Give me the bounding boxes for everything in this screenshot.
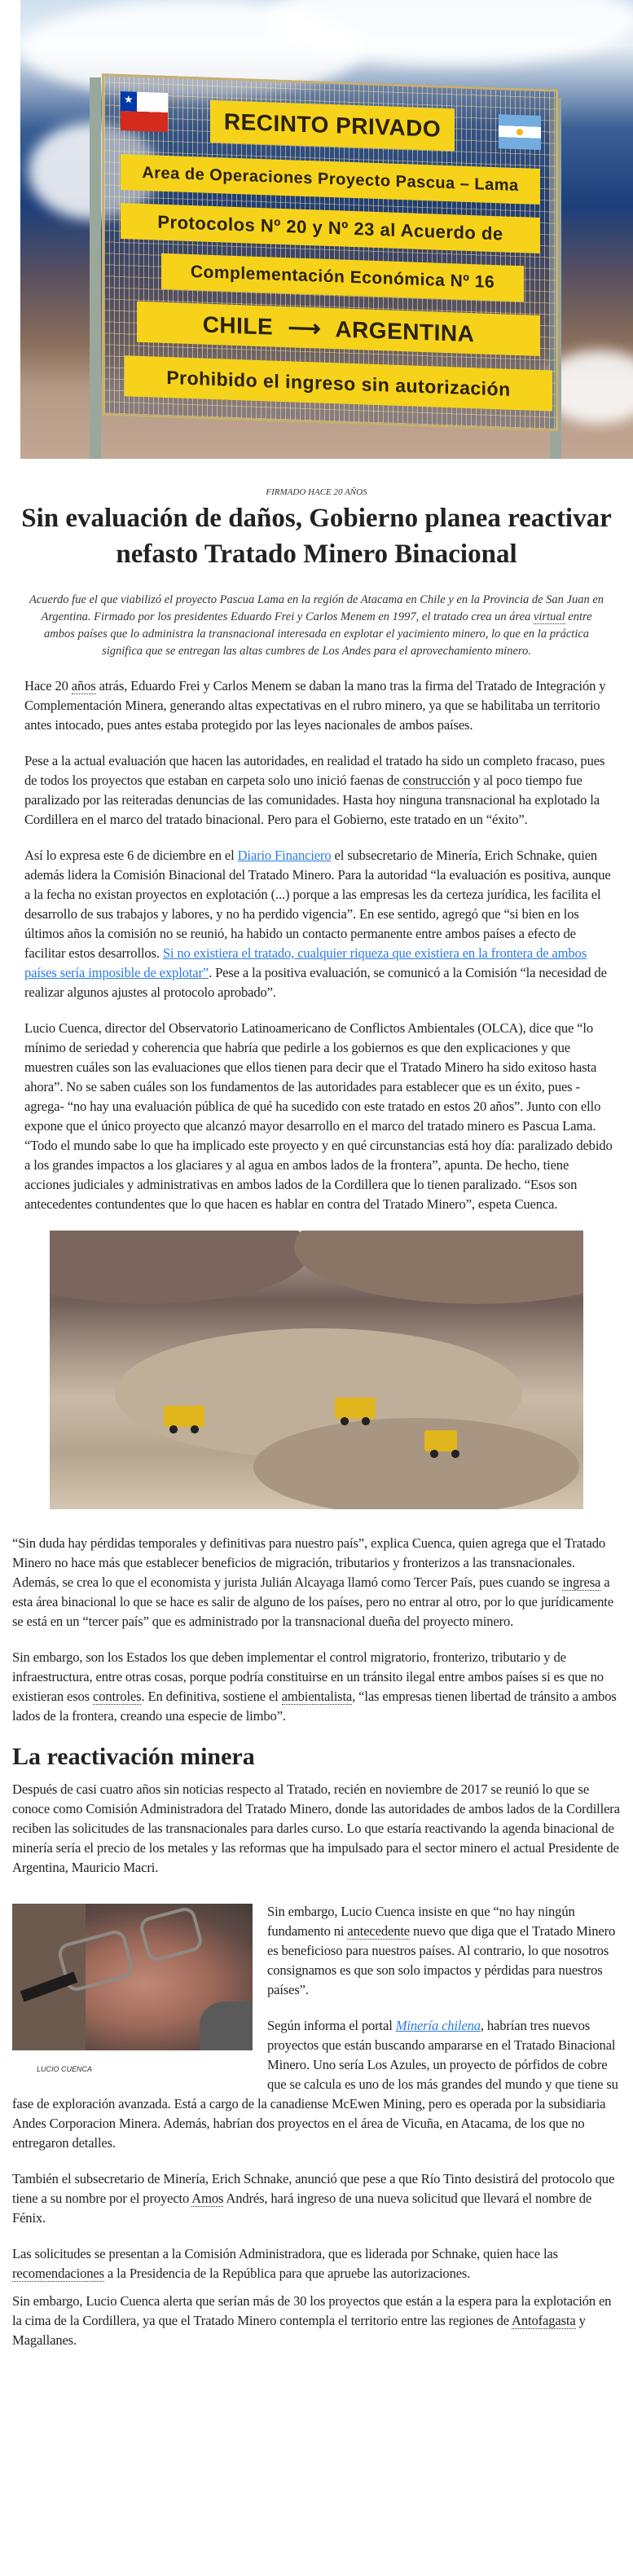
text-segment: Andrés, hará ingreso de una nueva solicitud que llevará el nombre de Fénix. (12, 2191, 592, 2226)
text-segment: entre ambos países que lo administra la transnacional interesada en explotar el yacimiento minero, lo que en la práctica significa que se entregan las altas cumbres de Los Andes para el aprovechamiento minero. (43, 610, 592, 658)
text-segment: Sin embargo, Lucio Cuenca alerta que serían más de 30 los proyectos que están a la espera para la explotación en la cima de la Cordillera, ya que el Tratado Minero contempla el territorio entre las regiones de (12, 2293, 612, 2328)
text-segment: Lucio Cuenca, director del Observatorio Latinoamericano de Conflictos Ambientales (OLCA), dice que “lo mínimo de seriedad y coherencia que habría que pedirle a los gobiernos es que den explicaciones y que muestren cuáles son las evaluaciones que ellos tienen para decir que el Tratado Minero ha sido exitoso hasta ahora”. No se saben cuáles son los fundamentos de las autoridades para establecer que es un éxito, pues -agrega- “no hay una evaluación pública de qué ha sucedido con este tratado en estos 20 años”. Junto con ello expone que el único proyecto que alcanzó mayor desarrollo en el marco del tratado minero es Pascua Lama. “Todo el mundo sabe lo que ha implicado este proyecto y en qué circunstancias está hoy día: paralizado debido a los grandes impactos a los glaciares y al agua en ambos lados de la frontera”, apunta. De hecho, tiene acciones judiciales y administrativas en ambos lados de la Cordillera que lo tienen paralizado. “Esos son antecedentes contundentes que lo que hacen es hablar en contra del Tratado Minero”, espeta Cuenca. (24, 1020, 613, 1212)
sign-line: Area de Operaciones Proyecto Pascua – Lama (121, 154, 540, 205)
text-segment: Según informa el portal (267, 2018, 396, 2033)
text-segment: y Magallanes. (12, 2313, 586, 2348)
text-segment: Pese a la actual evaluación que hacen las autoridades, en realidad el tratado ha sido un completo fracaso, pues de todos los proyectos que estaban en carpeta solo uno inició faenas de (24, 753, 605, 788)
text-segment: , habrían tres nuevos proyectos que están buscando ampararse en el Tratado Binacional Minero. Uno sería Los Azules, un proyecto de pórfidos de cobre que se calcula es uno de los más grandes del mundo y que tiene su fase de exploración avanzada. Está a cargo de la canadiense McEwen Mining, pero es operada por la subsidiaria Andes Corporacion Minera. Además, habrían dos proyectos en el área de Vicuña, en Atacama, de los que no entregaron detalles. (12, 2018, 618, 2151)
portrait-figure (12, 1904, 267, 2073)
text-segment: a la Presidencia de la República para que apruebe las autorizaciones. (103, 2266, 471, 2281)
inline-link[interactable]: Diario Financiero (237, 848, 332, 863)
glossary-term[interactable]: ambientalista (281, 1689, 353, 1704)
text-segment: a esta área binacional lo que se hace es salir de alguno de los países, pero no entrar al otro, por lo que jurídicamente se está en un “tercer país” que es administrado por la transnacional dueña del proyecto minero. (12, 1574, 613, 1629)
article-lead (24, 592, 609, 660)
text-segment: nuevo que diga que el Tratado Minero es beneficioso para nuestros países. Al contrario, lo que nosotros consignamos es que son solo impactos y pérdidas para nuestros países”. (267, 1923, 616, 1997)
sign-line: Protocolos Nº 20 y Nº 23 al Acuerdo de (121, 203, 540, 253)
sign-line: Prohibido el ingreso sin autorización (125, 355, 552, 411)
text-segment: Sin embargo, son los Estados los que deben implementar el control migratorio, fronterizo, tributario y de infraestructura, entre otras cosas, porque podría constituirse en un tránsito ilegal entre ambos países si es que no existieran esos (12, 1649, 604, 1704)
paragraph (12, 1648, 623, 1726)
argentina-flag-icon (499, 114, 541, 150)
paragraph (24, 676, 617, 735)
text-segment: Después de casi cuatro años sin noticias respecto al Tratado, recién en noviembre de 2017 se reunió lo que se conoce como Comisión Administradora del Tratado Minero, donde las autoridades de ambos lados de la Cordillera reciben las solicitudes de las transnacionales para darles curso. Lo que estaría reactivando la agenda binacional de minería sería el precio de los metales y las reformas que ha impulsado para el sector minero el actual Presidente de Argentina, Mauricio Macri. (12, 1781, 620, 1875)
sign-line: RECINTO PRIVADO (210, 100, 455, 151)
text-segment: Así lo expresa este 6 de diciembre en el (24, 848, 238, 863)
glossary-term[interactable]: virtual (533, 610, 565, 623)
hero-image (20, 0, 633, 459)
paragraph (12, 2169, 623, 2228)
glossary-term[interactable]: construcción (402, 773, 471, 788)
article-body-part-2 (0, 1534, 633, 2350)
text-segment: Hace 20 (24, 678, 72, 694)
paragraph (24, 751, 617, 830)
inline-link[interactable]: Si no existiera el tratado, cualquier riqueza que existiera en la frontera de ambos países sería imposible de explotar” (24, 945, 587, 980)
text-segment: . En definitiva, sostiene el (141, 1689, 282, 1704)
glossary-term[interactable]: Amos (191, 2191, 224, 2206)
section-heading: La reactivación minera (12, 1743, 255, 1770)
text-segment: , “las empresas tienen libertad de tránsito a ambos lados de la frontera, creando una especie de limbo”. (12, 1689, 617, 1724)
glossary-term[interactable]: recomendaciones (12, 2266, 104, 2281)
article-title: Sin evaluación de daños, Gobierno planea reactivar nefasto Tratado Minero Binacional (21, 504, 612, 569)
article-body-part-1 (0, 676, 633, 1214)
paragraph (12, 1780, 623, 1878)
text-segment: Acuerdo fue el que viabilizó el proyecto Pascua Lama en la región de Atacama en Chile y en la Provincia de San Juan en Argentina. Firmado por los presidentes Eduardo Frei y Carlos Menem en 1997, el tratado crea un área (29, 593, 604, 623)
paragraph (12, 2244, 623, 2283)
sign-line: Complementación Económica Nº 16 (161, 253, 524, 302)
portrait-caption: LUCIO CUENCA (37, 2065, 93, 2073)
text-segment: . Pese a la positiva evaluación, se comunicó a la Comisión “la necesidad de realizar algunos ajustes al protocolo aprobado”. (24, 965, 607, 1000)
portrait-photo (12, 1904, 253, 2050)
truck-icon (164, 1406, 204, 1427)
glossary-term[interactable]: ingresa (562, 1574, 601, 1590)
paragraph (12, 1534, 623, 1631)
glossary-term[interactable]: años (71, 678, 96, 694)
glossary-term[interactable]: controles (92, 1689, 142, 1704)
sign-line: CHILE ⟶ ARGENTINA (137, 302, 540, 356)
mine-photo (50, 1231, 583, 1509)
inline-link[interactable]: Minería chilena (395, 2018, 481, 2033)
text-segment: También el subsecretario de Minería, Erich Schnake, anunció que pese a que Río Tinto desistirá del protocolo que tiene a su nombre por el proyecto (12, 2171, 615, 2206)
text-segment: “Sin duda hay pérdidas temporales y definitivas para nuestro país”, explica Cuenca, quien agrega que el Tratado Minero no hace más que establecer beneficios de migración, tributarios y fronterizos a las transnacionales. Además, se crea lo que el economista y jurista Julián Alcayaga llamó como Tercer País, pues cuando se (12, 1535, 605, 1590)
text-segment: y al poco tiempo fue paralizado por las reiteradas denuncias de las comunidades. Hasta hoy ninguna transnacional ha explotado la Cordillera en el marco del tratado binacional. Pero para el Gobierno, este tratado en un “éxito”. (24, 773, 600, 827)
text-segment: atrás, Eduardo Frei y Carlos Menem se daban la mano tras la firma del Tratado de Integración y Complementación Minera, generando altas expectativas en el rubro minero, ya que se habilitaba un territorio antes intocado, pues antes estaba protegido por las leyes nacionales de ambos países. (24, 678, 606, 733)
glossary-term[interactable]: Antofagasta (512, 2313, 576, 2328)
chile-flag-icon (121, 91, 168, 132)
paragraph (24, 1019, 617, 1214)
text-segment: el subsecretario de Minería, Erich Schnake, quien además lidera la Comisión Binacional del Tratado Minero. Para la autoridad “la evaluación es positiva, aunque a la fecha no existan proyectos en explotación (...) porque a las empresas les da certeza jurídica, les facilita el desarrollo de sus trabajos y labores, y no ha perdido vigencia”. En ese sentido, agregó que “si bien en los últimos años la comisión no se reunió, ha habido un contacto permanente entre ambos países a efecto de facilitar estos desarrollos. (24, 848, 611, 961)
truck-icon (424, 1430, 457, 1451)
glossary-term[interactable]: antecedente (347, 1923, 411, 1939)
article (0, 487, 633, 2367)
paragraph (12, 2292, 623, 2350)
text-segment: Las solicitudes se presentan a la Comisión Administradora, que es liderada por Schnake, quien hace las (12, 2246, 558, 2261)
paragraph (24, 846, 617, 1002)
truck-icon (335, 1398, 376, 1419)
article-kicker: FIRMADO HACE 20 AÑOS (266, 487, 367, 497)
text-segment: Sin embargo, Lucio Cuenca insiste en que “no hay ningún fundamento ni (267, 1904, 575, 1939)
border-sign (102, 73, 558, 432)
